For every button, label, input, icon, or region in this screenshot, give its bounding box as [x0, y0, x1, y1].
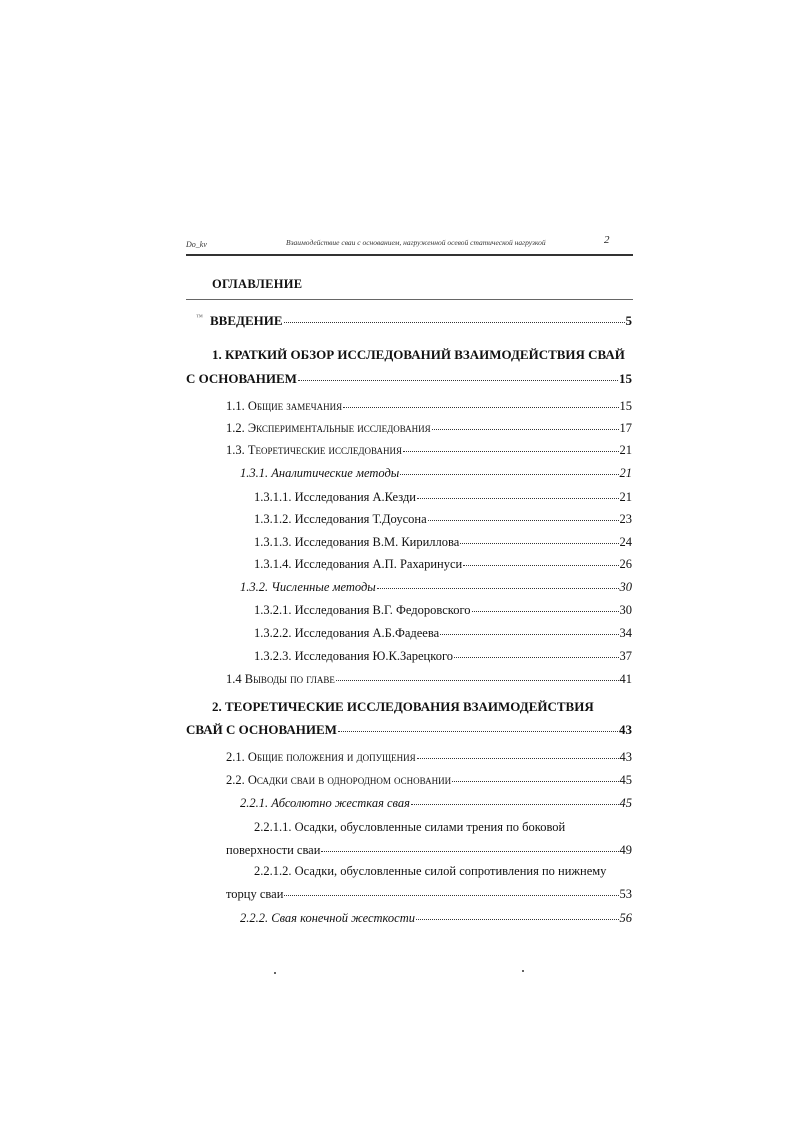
toc-entry-page: 26	[619, 557, 632, 571]
toc-entry-label: поверхности сваи	[226, 843, 321, 857]
toc-entry-page: 30	[619, 603, 632, 617]
dot-leader	[411, 803, 619, 805]
toc-entry-page: 43	[619, 722, 632, 737]
header-title: Взаимодействие сваи с основанием, нагруженной осевой статической нагрузкой	[286, 238, 546, 247]
toc-entry-2-2-2[interactable]	[240, 911, 632, 926]
toc-entry-label: 1.3.2.2. Исследования А.Б.Фадеева	[254, 626, 440, 640]
dot-leader	[472, 610, 619, 612]
toc-entry-label: 2.2. Осадки сваи в однородном основании	[226, 773, 452, 787]
toc-entry-2-2[interactable]	[226, 773, 632, 788]
toc-entry-page: 30	[619, 580, 632, 594]
toc-entry-label: 2.1. Общие положения и допущения	[226, 750, 416, 764]
header-rule	[186, 254, 633, 256]
dot-leader	[377, 587, 619, 589]
toc-entry-1-3[interactable]	[226, 443, 632, 458]
toc-entry-2-1[interactable]	[226, 750, 632, 765]
dot-leader	[343, 406, 618, 408]
toc-entry-2-2-1[interactable]	[240, 796, 632, 811]
toc-entry-page: 45	[619, 773, 632, 787]
dot-leader	[452, 780, 618, 782]
dot-leader	[416, 918, 619, 920]
toc-entry-1-3-1-2[interactable]	[254, 512, 632, 527]
toc-entry-page: 5	[625, 313, 632, 328]
toc-entry-page: 17	[619, 421, 632, 435]
toc-entry-1-3-2-3[interactable]	[254, 649, 632, 664]
toc-entry-chapter-2[interactable]	[186, 722, 632, 738]
scan-mark: ™	[196, 313, 203, 321]
toc-entry-label: 1.3.1.2. Исследования Т.Доусона	[254, 512, 427, 526]
toc-entry-label: 1.4 Выводы по главе	[226, 672, 335, 686]
toc-entry-1-2[interactable]	[226, 421, 632, 436]
dot-leader	[284, 321, 625, 323]
toc-entry-label: 2.2.1. Абсолютно жесткая свая	[240, 796, 410, 810]
toc-entry-label: 2.2.2. Свая конечной жесткости	[240, 911, 415, 925]
toc-entry-page: 21	[619, 443, 632, 457]
toc-entry-1-3-1[interactable]	[240, 466, 632, 481]
dot-leader	[298, 379, 618, 381]
toc-entry-page: 24	[619, 535, 632, 549]
toc-entry-label: С ОСНОВАНИЕМ	[186, 371, 297, 386]
toc-entry-page: 21	[619, 490, 632, 504]
dot-leader	[428, 519, 619, 521]
toc-entry-1-3-2[interactable]	[240, 580, 632, 595]
toc-entry-1-3-2-1[interactable]	[254, 603, 632, 618]
toc-entry-page: 43	[619, 750, 632, 764]
dot-leader	[460, 542, 618, 544]
dot-leader	[432, 428, 619, 430]
toc-entry-page: 34	[619, 626, 632, 640]
toc-entry-page: 56	[619, 911, 632, 925]
toc-entry-label: 1.3.2. Численные методы	[240, 580, 376, 594]
dot-leader	[336, 679, 619, 681]
dot-leader	[417, 757, 619, 759]
toc-entry-1-1[interactable]	[226, 399, 632, 414]
dot-leader	[463, 564, 618, 566]
toc-entry-page: 15	[619, 399, 632, 413]
scan-speck	[274, 972, 276, 974]
toc-entry-page: 41	[619, 672, 632, 686]
toc-entry-page: 37	[619, 649, 632, 663]
toc-entry-label: 1.1. Общие замечания	[226, 399, 343, 413]
toc-title-rule	[186, 299, 633, 300]
toc-entry-1-3-1-3[interactable]	[254, 535, 632, 550]
scan-speck	[522, 970, 524, 972]
dot-leader	[321, 850, 618, 852]
toc-entry-label: 1.2. Экспериментальные исследования	[226, 421, 431, 435]
toc-entry-2-2-1-2[interactable]	[226, 887, 632, 902]
dot-leader	[284, 894, 618, 896]
chapter-1-title-line1[interactable]: 1. КРАТКИЙ ОБЗОР ИССЛЕДОВАНИЙ ВЗАИМОДЕЙСТВИЯ СВАЙ	[212, 347, 625, 362]
dot-leader	[403, 450, 619, 452]
toc-entry-chapter-1[interactable]	[186, 371, 632, 387]
toc-entry-label: 1.3.1.1. Исследования А.Кезди	[254, 490, 416, 504]
toc-entry-2-2-1-1[interactable]	[226, 843, 632, 858]
toc-entry-1-3-1-1[interactable]	[254, 490, 632, 505]
toc-title: ОГЛАВЛЕНИЕ	[212, 277, 303, 291]
toc-entry-page: 49	[619, 843, 632, 857]
toc-entry-label: 1.3.2.1. Исследования В.Г. Федоровского	[254, 603, 471, 617]
toc-entry-label: 1.3.2.3. Исследования Ю.К.Зарецкого	[254, 649, 454, 663]
dot-leader	[440, 633, 618, 635]
toc-entry-page: 23	[619, 512, 632, 526]
toc-entry-label: 1.3.1. Аналитические методы	[240, 466, 400, 480]
toc-entry-page: 21	[619, 466, 632, 480]
running-header	[186, 234, 632, 254]
toc-entry-page: 15	[619, 371, 632, 386]
toc-entry-label: ВВЕДЕНИЕ	[210, 313, 283, 328]
header-page-number: 2	[604, 234, 610, 246]
dot-leader	[338, 730, 618, 732]
dot-leader	[417, 497, 619, 499]
dot-leader	[454, 656, 618, 658]
toc-entry-label: 1.3.1.3. Исследования В.М. Кириллова	[254, 535, 460, 549]
toc-entry-2-2-1-2-line1[interactable]: 2.2.1.2. Осадки, обусловленные силой сопротивления по нижнему	[254, 864, 607, 878]
toc-entry-intro[interactable]	[210, 313, 632, 329]
chapter-2-title-line1[interactable]: 2. ТЕОРЕТИЧЕСКИЕ ИССЛЕДОВАНИЯ ВЗАИМОДЕЙСТВИЯ	[212, 699, 594, 714]
toc-entry-page: 45	[619, 796, 632, 810]
toc-entry-1-4[interactable]	[226, 672, 632, 687]
toc-entry-label: СВАЙ С ОСНОВАНИЕМ	[186, 722, 337, 737]
toc-entry-label: торцу сваи	[226, 887, 284, 901]
dot-leader	[400, 473, 618, 475]
toc-entry-1-3-1-4[interactable]	[254, 557, 632, 572]
toc-entry-label: 1.3.1.4. Исследования А.П. Рахаринуси	[254, 557, 463, 571]
header-left-mark: Do_kv	[186, 240, 207, 249]
toc-entry-label: 1.3. Теоретические исследования	[226, 443, 402, 457]
toc-entry-2-2-1-1-line1[interactable]: 2.2.1.1. Осадки, обусловленные силами трения по боковой	[254, 820, 566, 834]
toc-entry-page: 53	[619, 887, 632, 901]
toc-entry-1-3-2-2[interactable]	[254, 626, 632, 641]
